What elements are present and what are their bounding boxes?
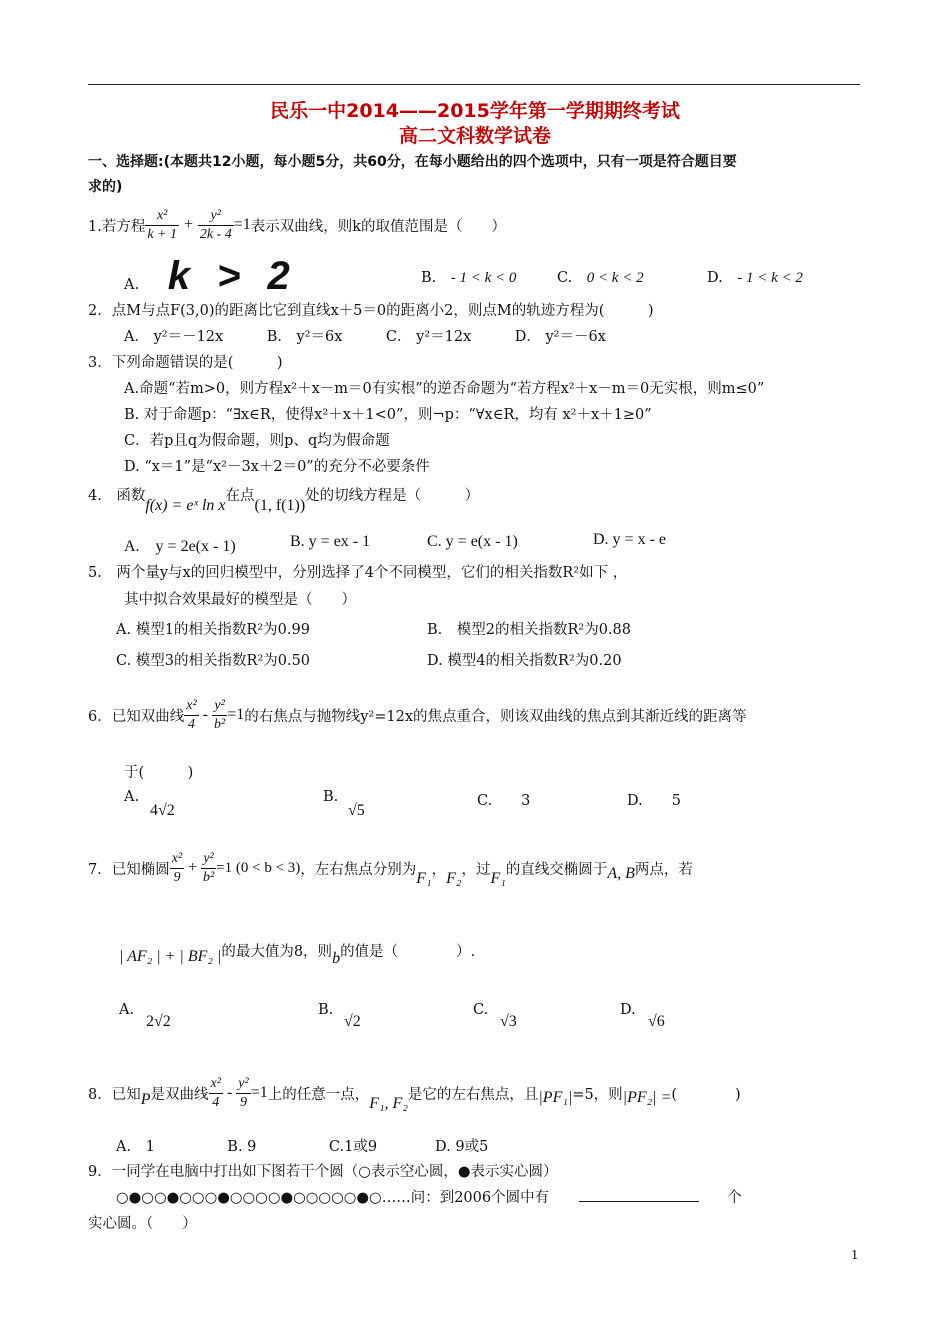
q1-frac1 [145,207,179,244]
q1-frac2-den: 2k - 4 [199,226,232,242]
q8-frac1-den: 4 [212,1094,220,1110]
q1-option-a-label: A. [124,277,140,293]
q8-options: A. 1 B. 9 C.1或9 D. 9或5 [116,1139,489,1155]
q7-sum-expr: | AF₂ | + | BF₂ | [119,948,222,965]
q3-option-c: C．若p且q为假命题，则p、q均为假命题 [124,433,390,449]
q8-mid4: =5，则 [572,1086,623,1103]
header-rule [88,84,860,85]
q9-circles-line [116,1186,742,1207]
q6-frac2-den: b² [213,716,226,732]
q6-frac2-num: y² [212,697,227,716]
q7-option-a-label: A. [119,1002,135,1018]
q1-stem [88,200,506,250]
q7-comma: ， [431,861,447,878]
q1-frac1-den: k + 1 [147,226,178,242]
q8-p: P [140,1091,151,1108]
q7-line2-suffix: 的值是（ ）. [340,944,476,960]
q6-prefix: 6．已知双曲线 [88,708,185,725]
section-heading-line2: 求的) [88,179,123,195]
q3-option-a: A.命题“若m>0，则方程x²＋x－m＝0有实根”的逆否命题为“若方程x²＋x－m＝0无实根，则m≤0” [124,381,765,397]
q8-prefix: 8．已知 [88,1086,141,1103]
q6-option-d: D. 5 [627,793,681,809]
q6-frac1-num: x² [184,697,198,716]
exam-title: 民乐一中2014——2015学年第一学期期终考试 [270,100,680,122]
q7-suffix: 两点，若 [634,861,693,878]
q8-frac2-num: y² [236,1075,250,1094]
q1-option-d [707,266,803,287]
q1-option-c [557,266,644,287]
q7-line2-mid: 的最大值为8，则 [221,944,333,960]
exam-subtitle: 高二文科数学试卷 [398,125,551,147]
q7-option-d-value: √6 [648,1013,665,1030]
q7-option-c-value: √3 [500,1013,517,1030]
q8-pf1: |PF₁| [538,1089,573,1106]
q6-stem [88,690,747,740]
q5-stem-line2: 其中拟合效果最好的模型是（ ） [124,592,356,608]
q6-option-a-value: 4√2 [150,802,175,819]
q5-option-b: B. 模型2的相关指数R²为0.88 [427,622,632,638]
q7-mid1: ，左右焦点分别为 [300,861,417,878]
q3-option-b: B. 对于命题p：“∃x∈R，使得x²＋x＋1<0”，则¬p：“∀x∈R，均有 x²＋x＋1≥0” [124,407,652,423]
q7-plus: + [187,859,198,876]
q6-stem-line2: 于( ) [124,765,194,781]
q7-mid3: 的直线交椭圆于 [505,861,608,878]
q4-suffix: 处的切线方程是（ ） [305,488,480,504]
q7-frac2 [201,850,216,887]
q1-option-b [421,266,516,287]
q7-frac2-den: b² [202,869,215,885]
page-number: 1 [851,1248,859,1262]
q1-option-d-expr: - 1 < k < 2 [737,270,803,286]
q6-eq: =1 [227,706,245,723]
q1-eq: =1 [233,216,251,233]
q7-frac2-num: y² [201,850,216,869]
q7-f2: F₂ [446,870,462,887]
q8-mid1: 是双曲线 [150,1086,209,1103]
q7-stem-line2 [119,940,475,968]
q1-suffix: 表示双曲线，则k的取值范围是（ ） [250,218,507,235]
q7-b: b [332,950,341,967]
q1-option-c-label: C. [557,270,573,286]
q4-function: f(x) = eˣ ln x [145,497,226,514]
q6-option-c: C. 3 [477,793,531,809]
q5-option-c: C. 模型3的相关指数R²为0.50 [116,653,311,669]
q3-stem: 3．下列命题错误的是( ) [88,355,283,371]
q7-option-c-label: C. [473,1002,489,1018]
q8-eq: =1 [250,1084,268,1101]
q1-plus: + [183,216,194,233]
q8-frac1-num: x² [209,1075,223,1094]
q7-option-b-label: B. [318,1002,334,1018]
q4-stem [88,484,479,515]
q6-frac1-den: 4 [187,716,195,732]
q5-option-a: A. 模型1的相关指数R²为0.99 [116,622,310,638]
q7-frac1-den: 9 [173,869,181,885]
q7-frac1-num: x² [170,850,184,869]
q6-suffix: 的右焦点与抛物线y²=12x的焦点重合，则该双曲线的焦点到其渐近线的距离等 [244,708,747,725]
q3-option-d: D. “x＝1”是“x²－3x＋2＝0”的充分不必要条件 [124,459,430,475]
q8-minus: - [226,1084,233,1101]
q8-pf2: |PF₂| = [622,1089,672,1106]
q7-option-a-value: 2√2 [146,1013,171,1030]
q1-option-a [124,256,298,296]
q7-ab: A, B [607,865,635,882]
q7-option-d-label: D. [620,1002,636,1018]
q9-answer-blank[interactable] [579,1187,699,1202]
q7-f1-second: F₁ [490,870,506,887]
q6-frac1 [184,697,198,734]
q4-prefix: 4. 函数 [88,488,146,504]
q8-stem [88,1068,741,1118]
q2-options: A． y²＝－12x B． y²＝6x C． y²＝12x D． y²＝－6x [124,329,606,345]
q2-stem: 2．点M与点F(3,0)的距离比它到直线x＋5＝0的距离小2，则点M的轨迹方程为( ) [88,303,654,319]
q1-frac1-num: x² [145,207,179,226]
q8-frac2 [236,1075,250,1112]
q6-option-b-value: √5 [348,802,365,819]
q1-option-d-label: D. [707,270,723,286]
q7-stem [88,843,693,893]
q1-option-b-label: B. [421,270,437,286]
q7-eq: =1 (0 < b < 3) [216,859,301,876]
q1-option-a-expr: k > 2 [167,254,298,298]
q1-frac2-num: y² [198,207,234,226]
q4-option-d: D. y = x - e [593,531,667,548]
q4-option-b: B. y = ex - 1 [290,533,371,550]
q8-frac2-den: 9 [239,1094,247,1110]
q4-option-a: A. y = 2e(x - 1) [124,538,236,555]
q5-stem-line1: 5. 两个量y与x的回归模型中，分别选择了4个不同模型，它们的相关指数R²如下 ， [88,565,628,581]
q6-option-b-label: B. [323,789,339,805]
q4-mid: 在点 [225,488,255,504]
q9-suffix: 个 [727,1190,742,1206]
q6-minus: - [202,706,208,723]
q1-frac2 [198,207,234,244]
q8-foci: F₁, F₂ [369,1095,408,1112]
q9-circle-sequence: ○●○○●○○○●○○○○●○○○○○●○……问：到2006个圆中有 [116,1190,550,1206]
q8-suffix: ( ) [671,1086,741,1103]
q8-frac1 [209,1075,223,1112]
q1-option-c-expr: 0 < k < 2 [586,270,644,286]
q7-mid2: ，过 [461,861,491,878]
section-heading-line1: 一、选择题:(本题共12小题，每小题5分，共60分，在每小题给出的四个选项中，只有一项是符合题目要 [88,154,737,170]
q7-frac1 [170,850,184,887]
q9-stem-line3: 实心圆。（ ） [88,1216,197,1232]
q8-mid3: 是它的左右焦点，且 [407,1086,539,1103]
q4-point: (1, f(1)) [254,497,306,514]
q6-frac2 [212,697,227,734]
q7-prefix: 7．已知椭圆 [88,861,170,878]
q4-option-c: C. y = e(x - 1) [427,533,518,550]
q8-mid2: 上的任意一点， [267,1086,370,1103]
q1-option-b-expr: - 1 < k < 0 [450,270,517,286]
q1-prefix: 1.若方程 [88,218,146,235]
q9-stem: 9．一同学在电脑中打出如下图若干个圆（○表示空心圆，●表示实心圆） [88,1164,558,1180]
q5-option-d: D. 模型4的相关指数R²为0.20 [427,653,622,669]
q6-option-a-label: A. [124,789,140,805]
q7-option-b-value: √2 [344,1013,361,1030]
q7-f1: F₁ [416,870,432,887]
